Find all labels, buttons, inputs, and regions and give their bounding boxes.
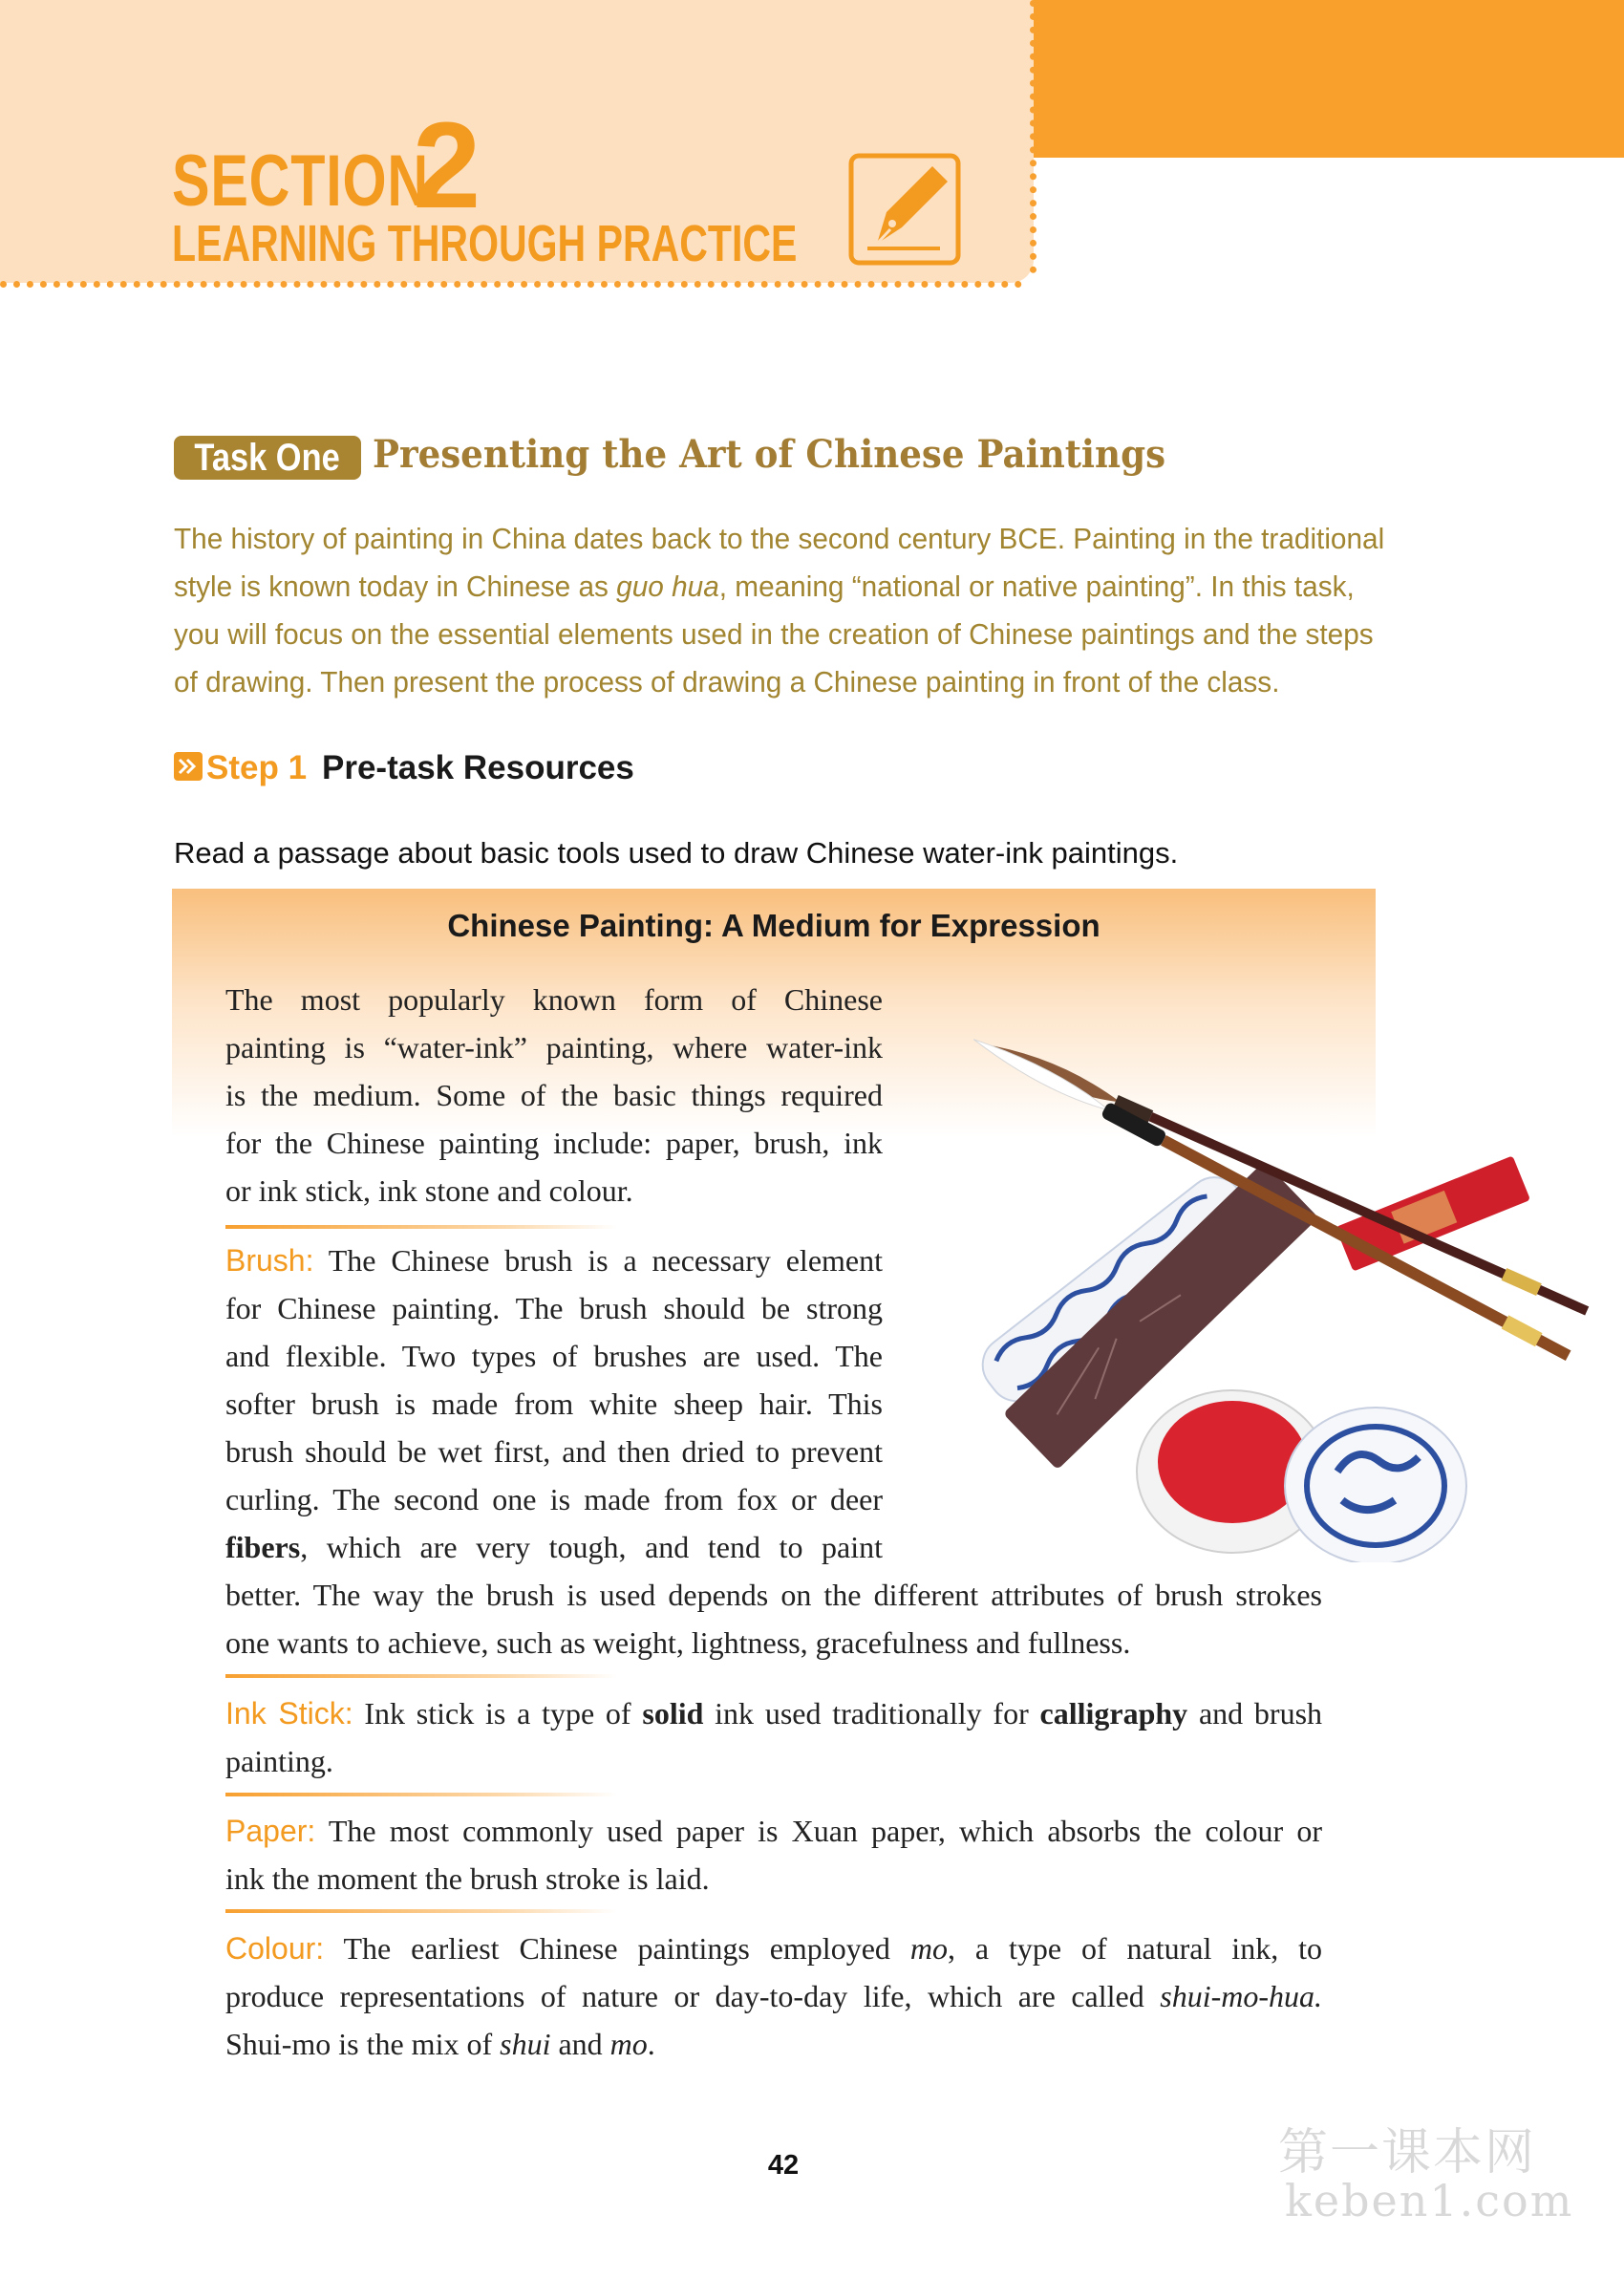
term-brush: Brush: <box>225 1243 314 1278</box>
section-divider <box>225 1225 617 1229</box>
brush-paragraph-line: softer brush is made from white sheep hair. This <box>225 1387 883 1421</box>
page-number: 42 <box>767 2150 800 2181</box>
passage-title: Chinese Painting: A Medium for Expression <box>447 908 1100 943</box>
pen-nib-icon <box>848 153 961 266</box>
section-subtitle: LEARNING THROUGH PRACTICE <box>172 215 798 272</box>
term-paper: Paper: <box>225 1814 316 1848</box>
task-title: Presenting the Art of Chinese Paintings <box>373 432 1166 477</box>
brush-paragraph-line: and flexible. Two types of brushes are used. The <box>225 1339 883 1373</box>
task-badge: Task One <box>174 436 361 480</box>
section-label: SECTION <box>172 140 429 222</box>
paper-paragraph-line: ink the moment the brush stroke is laid. <box>225 1861 710 1896</box>
passage-intro-line: The most popularly known form of Chinese <box>225 982 883 1017</box>
colour-paragraph-line: Shui-mo is the mix of shui and mo. <box>225 2027 655 2061</box>
passage-intro-line: is the medium. Some of the basic things required <box>225 1078 883 1112</box>
section-divider <box>225 1674 617 1678</box>
intro-line-2: style is known today in Chinese as guo hua, meaning “national or native painting”. In this task, <box>174 570 1355 603</box>
intro-line-4: of drawing. Then present the process of drawing a Chinese painting in front of the class. <box>174 665 1280 699</box>
intro-line-1: The history of painting in China dates back to the second century BCE. Painting in the traditional <box>174 522 1385 555</box>
brush-paragraph-line: one wants to achieve, such as weight, lightness, gracefulness and fullness. <box>225 1625 1131 1660</box>
colour-paragraph-line: Colour: The earliest Chinese paintings employed mo, a type of natural ink, to <box>225 1931 1323 1966</box>
intro-line-3: you will focus on the essential elements used in the creation of Chinese paintings and the steps <box>174 617 1374 651</box>
step-label: Step 1 <box>206 749 308 786</box>
term-colour: Colour: <box>225 1931 325 1966</box>
passage-intro-line: or ink stick, ink stone and colour. <box>225 1173 633 1208</box>
brush-paragraph-line: fibers, which are very tough, and tend to paint <box>225 1530 883 1564</box>
ink-stick-paragraph-line: Ink Stick: Ink stick is a type of solid ink used traditionally for calligraphy and brush <box>225 1696 1323 1731</box>
header-dotted-border-vertical <box>1030 0 1036 273</box>
double-chevron-icon <box>174 752 203 781</box>
ink-stick-paragraph-line: painting. <box>225 1744 333 1778</box>
brush-paragraph-line: Brush: The Chinese brush is a necessary element <box>225 1243 883 1278</box>
step-instruction: Read a passage about basic tools used to draw Chinese water-ink paintings. <box>174 836 1179 870</box>
header-dotted-border <box>0 281 1022 288</box>
section-divider <box>225 1909 617 1913</box>
watermark-en: keben1.com <box>1285 2175 1574 2226</box>
step-title: Pre-task Resources <box>322 749 634 786</box>
brush-paragraph-line: better. The way the brush is used depends on the different attributes of brush strokes <box>225 1578 1322 1612</box>
brush-paragraph-line: for Chinese painting. The brush should be strong <box>225 1291 883 1325</box>
section-divider <box>225 1793 617 1796</box>
brush-paragraph-line: brush should be wet first, and then dried to prevent <box>225 1434 883 1469</box>
watermark-cn: 第一课本网 <box>1278 2124 1537 2182</box>
term-ink-stick: Ink Stick: <box>225 1696 353 1731</box>
colour-paragraph-line: produce representations of nature or day-to-day life, which are called shui-mo-hua. <box>225 1979 1322 2013</box>
brush-paragraph-line: curling. The second one is made from fox or deer <box>225 1482 883 1516</box>
section-number: 2 <box>413 97 481 234</box>
header-accent-block <box>1034 0 1624 158</box>
brushes-and-inkstone-photo <box>917 1013 1605 1562</box>
paper-paragraph-line: Paper: The most commonly used paper is Xuan paper, which absorbs the colour or <box>225 1814 1322 1848</box>
passage-intro-line: painting is “water-ink” painting, where water-ink <box>225 1030 883 1064</box>
passage-intro-line: for the Chinese painting include: paper, brush, ink <box>225 1126 883 1160</box>
